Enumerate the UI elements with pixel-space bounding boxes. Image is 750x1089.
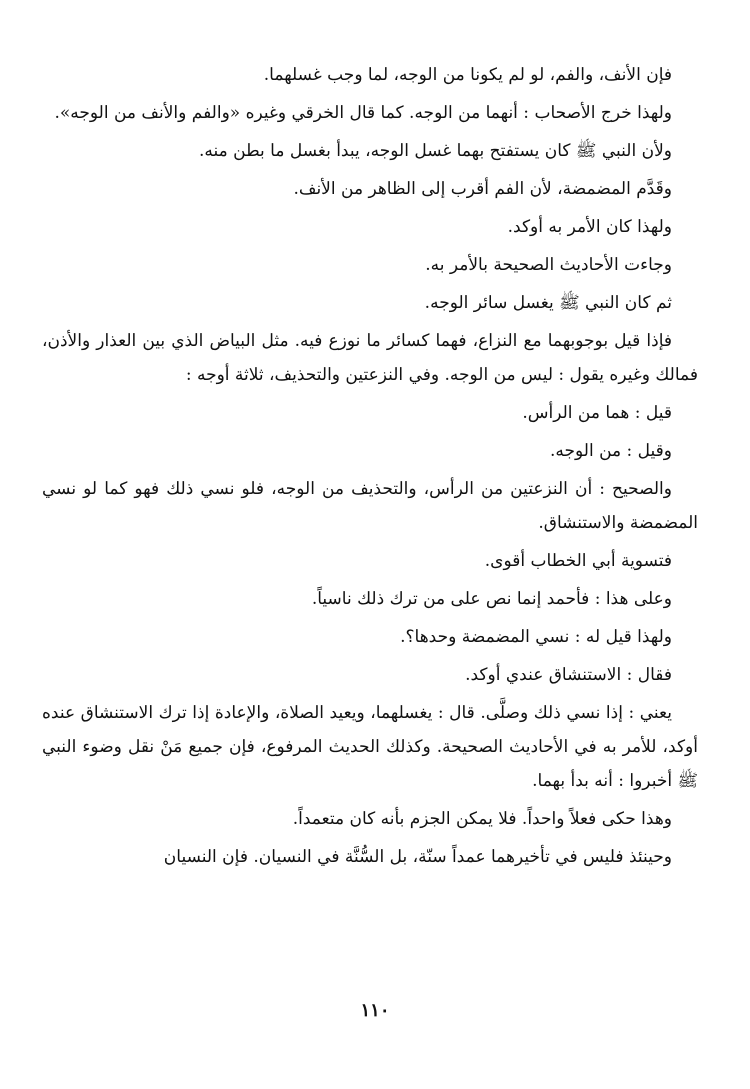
paragraph-4: وقَدَّم المضمضة، لأن الفم أقرب إلى الظاهر من الأنف.: [293, 179, 672, 199]
page-number: ١١٠: [360, 1000, 390, 1021]
paragraph-10: وقيل : من الوجه.: [549, 441, 672, 461]
paragraph-1: فإن الأنف، والفم، لو لم يكونا من الوجه، لما وجب غسلهما.: [263, 65, 672, 85]
paragraph-12: فتسوية أبي الخطاب أقوى.: [484, 551, 672, 571]
paragraph-16: يعني : إذا نسي ذلك وصلَّى. قال : يغسلهما، ويعيد الصلاة، والإعادة إذا ترك الاستنشاق عنده أوكد، للأمر به في الأحاديث الصحيحة. وكذلك الحديث المرفوع، فإن جميع مَنْ نقل وضوء النبي ﷺ أخبروا : أنه بدأ بهما.: [42, 703, 698, 791]
paragraph-3: ولأن النبي ﷺ كان يستفتح بهما غسل الوجه، يبدأ بغسل ما بطن منه.: [198, 141, 672, 161]
paragraph-2: ولهذا خرج الأصحاب : أنهما من الوجه. كما قال الخرقي وغيره «والفم والأنف من الوجه».: [54, 103, 672, 123]
paragraph-9: قيل : هما من الرأس.: [522, 403, 672, 423]
paragraph-7: ثم كان النبي ﷺ يغسل سائر الوجه.: [424, 293, 672, 313]
paragraph-5: ولهذا كان الأمر به أوكد.: [507, 217, 672, 237]
paragraph-6: وجاءت الأحاديث الصحيحة بالأمر به.: [425, 255, 672, 275]
paragraph-17: وهذا حكى فعلاً واحداً. فلا يمكن الجزم بأنه كان متعمداً.: [292, 809, 672, 829]
paragraph-15: فقال : الاستنشاق عندي أوكد.: [465, 665, 672, 685]
paragraph-14: ولهذا قيل له : نسي المضمضة وحدها؟.: [400, 627, 672, 647]
paragraph-11: والصحيح : أن النزعتين من الرأس، والتحذيف من الوجه، فلو نسي ذلك فهو كما لو نسي المضمضة والاستنشاق.: [42, 479, 698, 533]
paragraph-18: وحينئذ فليس في تأخيرهما عمداً سنّة، بل السُّنَّة في النسيان. فإن النسيان: [163, 847, 672, 867]
paragraph-8: فإذا قيل بوجوبهما مع النزاع، فهما كسائر ما نوزع فيه. مثل البياض الذي بين العذار والأذن، فمالك وغيره يقول : ليس من الوجه. وفي النزعتين والتحذيف، ثلاثة أوجه :: [42, 331, 698, 385]
paragraph-13: وعلى هذا : فأحمد إنما نص على من ترك ذلك ناسياً.: [311, 589, 672, 609]
